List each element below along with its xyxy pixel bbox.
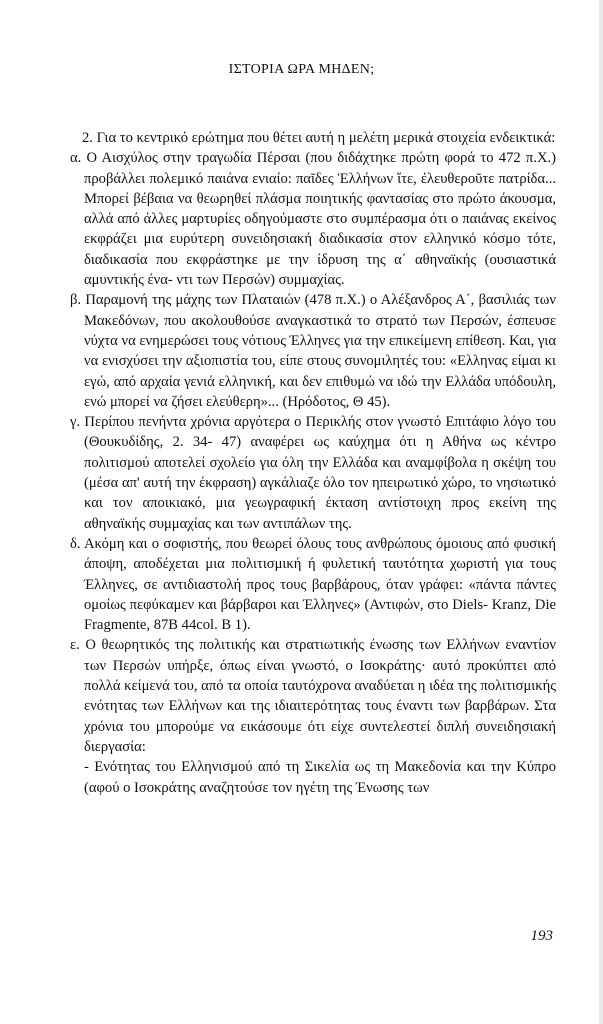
list-item: γ. Περίπου πενήντα χρόνια αργότερα ο Περικλής στον γνωστό Επιτάφιο λόγο του (Θουκυδίδης, 2. 34- 47) αναφέρει ως καύχημα ότι η Αθήνα ως κέντρο πολιτισμού αποτελεί σχολείο για όλη την Ελλάδα και αναμφίβολα η σκέψη του (μέσα απ' αυτή την έκφραση) αγκάλιαζε όλο τον ηπειρωτικό χώρο, το νησιωτικό και τον αποικιακό, μια γεωγραφική έκταση αντίστοιχη προς εκείνη της αθηναϊκής συμμαχίας και των αντιπάλων της. <box>70 414 556 532</box>
running-header: ΙΣΤΟΡΙΑ ΩΡΑ ΜΗΔΕΝ; <box>228 62 375 77</box>
list-item: δ. Ακόμη και ο σοφιστής, που θεωρεί όλους τους ανθρώπους όμοιους από φυσική άποψη, αποδέχεται μια πολιτισμική ή φυλετική ταυτότητα χωριστή για τους Έλληνες, σε αντιδιαστολή προς τους βαρβάρους, όταν γράφει: «πάντα πάντες ομοίως πεφύκαμεν και βάρβαροι και Έλληνες» (Αντιφών, στο Diels- Kranz, Die Fragmente, 87B 44col. B 1). <box>70 535 556 634</box>
list-item: β. Παραμονή της μάχης των Πλαταιών (478 π.Χ.) ο Αλέξανδρος Α΄, βασιλιάς των Μακεδόνων, που ακολουθούσε αναγκαστικά το στρατό των Περσών, έσπευσε νύχτα να ενημερώσει τους νότιους Έλληνες για την επικείμενη επίθεση. Και, για να ενισχύσει την αξιοπιστία του, είπε στους συνομιλητές του: «Ελληνας είμαι κι εγώ, από αρχαία γενιά ελληνική, και δεν επιθυμώ να ιδώ την Ελλάδα υπόδουλη, ενώ μπορεί να ζήσει ελεύθερη»... (Ηρόδοτος, Θ 45). <box>70 292 556 410</box>
sub-item-line: - Ενότητας του Ελληνισμού από τη Σικελία ως τη Μακεδονία και την Κύπρο (αφού ο Ισοκράτης αναζητούσε τον ηγέτη της Ένωσης των <box>84 759 556 796</box>
intro-paragraph: 2. Για το κεντρικό ερώτημα που θέτει αυτή η μελέτη μερικά στοιχεία ενδεικτικά: <box>82 130 556 146</box>
page-edge <box>599 0 603 1024</box>
list-item: α. Ο Αισχύλος στην τραγωδία Πέρσαι (που διδάχτηκε πρώτη φορά το 472 π.Χ.) προβάλλει πολεμικό παιάνα ενιαίο: παῖδες Ἑλλήνων ἴτε, ἐλευθεροῦτε πατρίδα... Μπορεί βέβαια να θεωρηθεί πλάσμα ποιητικής φαντασίας στο πρώτο άκουσμα, αλλά από άλλες μαρτυρίες οδηγούμαστε στο συμπέρασμα ότι ο παιάνας εκείνος εκφράζει μια ευρύτερη συνειδησιακή διαδικασία στον ελληνικό κόσμο τότε, διαδικασία που εκφράστηκε με την ίδρυση της α΄ αθηναϊκής (ουσιαστικά αμυντικής ένα- ντι των Περσών) συμμαχίας. <box>70 150 556 289</box>
list-item: ε. Ο θεωρητικός της πολιτικής και στρατιωτικής ένωσης των Ελλήνων εναντίον των Περσών υπήρξε, όπως είναι γνωστό, ο Ισοκράτης· αυτό προκύπτει από πολλά κείμενά του, από τα οποία ταυτόχρονα αναδύεται η ιδέα της πολιτισμικής ενότητας των Ελλήνων και της ιδιαιτερότητας τους έναντι των βαρβάρων. Στα χρόνια του μπορούμε να εικάσουμε ότι είχε συντελεστεί διπλή συνειδησιακή διεργασία: <box>70 637 556 755</box>
page-number: 193 <box>530 928 553 944</box>
body-text <box>70 128 556 798</box>
